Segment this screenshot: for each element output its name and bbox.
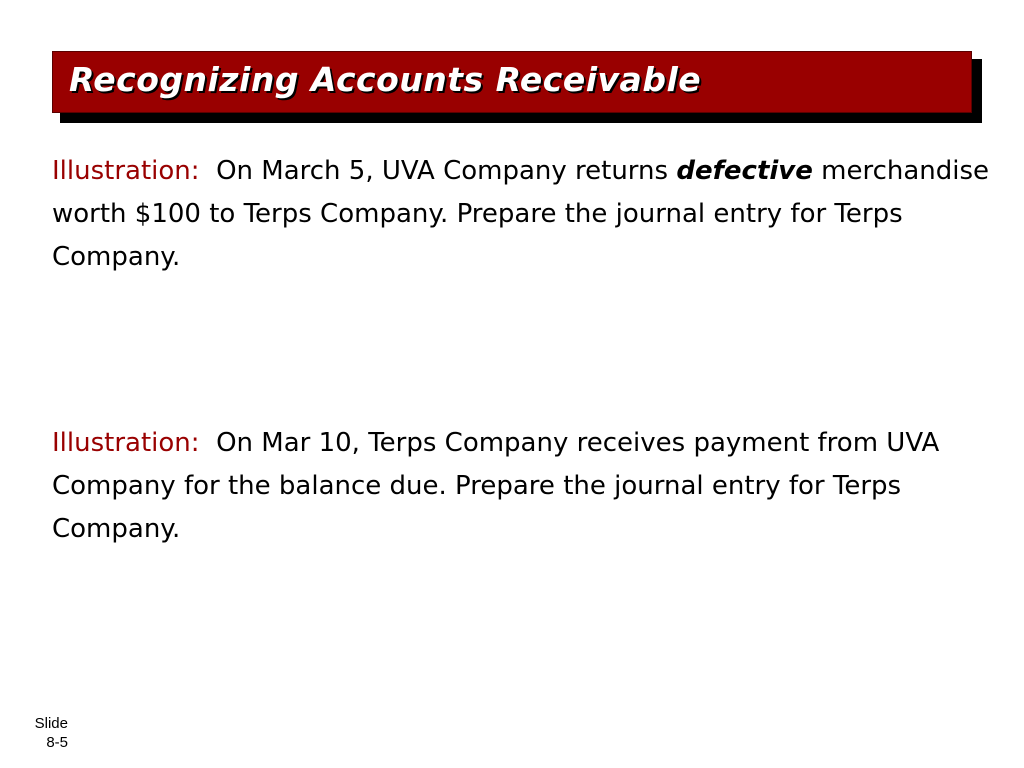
- slide-title: Recognizing Accounts Receivable: [69, 60, 702, 99]
- illustration-paragraph-1: [52, 150, 997, 279]
- slide-number: 8-5: [46, 734, 68, 751]
- illustration-label: Illustration:: [52, 428, 200, 458]
- paragraph-text: On Mar 10, Terps Company receives payment from UVA Company for the balance due. Prepare the journal entry for Terps Company.: [52, 428, 940, 544]
- title-bar: [52, 51, 972, 113]
- paragraph-text: On March 5, UVA Company returns: [216, 156, 677, 186]
- illustration-label: Illustration:: [52, 156, 200, 186]
- slide-number-footer: [24, 714, 68, 752]
- paragraph-text: merchandise worth $100 to Terps Company. Prepare the journal entry for Terps Company.: [52, 156, 990, 272]
- slide-label: Slide: [34, 715, 68, 732]
- illustration-paragraph-2: [52, 422, 997, 551]
- emphasis-text: defective: [676, 156, 813, 186]
